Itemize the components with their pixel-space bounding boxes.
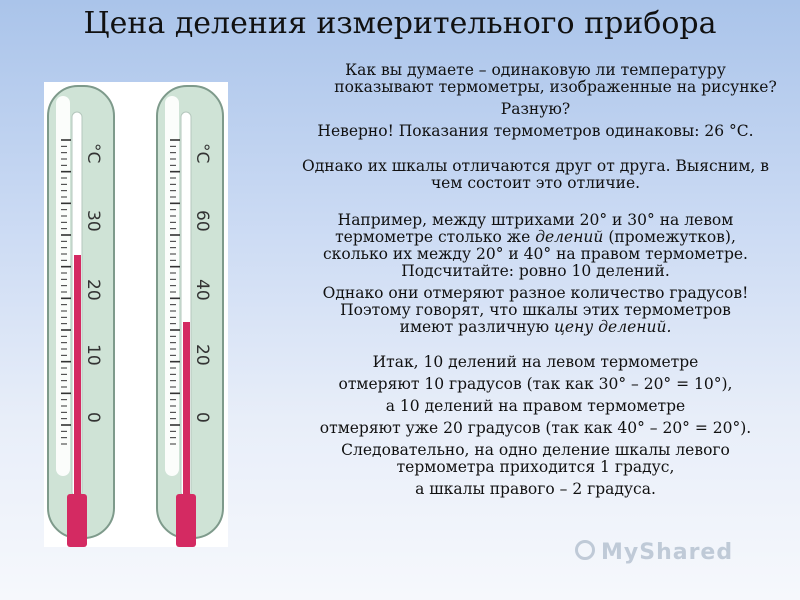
right-bulb — [176, 494, 196, 547]
watermark-text: MyShared — [601, 540, 734, 565]
text-emphasis: цену делений. — [554, 318, 672, 336]
text-line: Поэтому говорят, что шкалы этих термометров — [340, 301, 731, 319]
text-line: показывают термометры, изображенные на рисунке? — [334, 78, 777, 96]
text-line: а шкалы правого – 2 градуса. — [415, 480, 656, 498]
text-fragment: имеют различную — [399, 318, 550, 336]
text-line — [278, 229, 793, 246]
text-line: отмеряют 10 градусов (так как 30° – 20° = 10°), — [338, 375, 733, 393]
text-line: Как вы думаете – одинаковую ли температуру — [345, 61, 726, 79]
left-liquid-column — [74, 255, 81, 515]
watermark-ring-icon — [575, 540, 595, 560]
right-scale-label-40: 40 — [192, 279, 212, 301]
left-bulb — [67, 494, 87, 547]
left-scale-label-30: 30 — [83, 210, 103, 232]
text-line: Неверно! Показания термометров одинаковы: 26 °С. — [317, 122, 754, 140]
left-scale-label-10: 10 — [83, 344, 103, 366]
right-unit-label: °C — [192, 143, 212, 164]
text-line: термометра приходится 1 градус, — [396, 458, 675, 476]
left-scale-label-20: 20 — [83, 279, 103, 301]
text-line: Подсчитайте: ровно 10 делений. — [401, 262, 670, 280]
text-fragment: термометре столько же — [335, 228, 531, 246]
text-line: Например, между штрихами 20° и 30° на левом — [337, 211, 734, 229]
right-scale-label-20: 20 — [192, 344, 212, 366]
text-line: Разную? — [500, 100, 571, 118]
left-thermometer — [48, 86, 114, 547]
text-line — [278, 319, 793, 336]
thermometers-illustration — [44, 82, 228, 547]
text-fragment: (промежутков), — [608, 228, 736, 246]
text-line: сколько их между 20° и 40° на правом термометре. — [323, 245, 748, 263]
left-scale-label-0: 0 — [83, 412, 103, 423]
right-liquid-column — [183, 322, 190, 515]
text-line: а 10 делений на правом термометре — [385, 397, 686, 415]
watermark-logo — [575, 540, 733, 565]
text-emphasis: делений — [535, 228, 604, 246]
text-line: Однако их шкалы отличаются друг от друга. Выясним, в — [302, 157, 769, 175]
text-line: Итак, 10 делений на левом термометре — [372, 353, 699, 371]
slide-title: Цена деления измерительного прибора — [83, 6, 717, 41]
left-unit-label: °C — [83, 143, 103, 164]
right-scale-label-60: 60 — [192, 210, 212, 232]
right-scale-label-0: 0 — [192, 412, 212, 423]
text-line: Следовательно, на одно деление шкалы левого — [341, 441, 730, 459]
text-line: чем состоит это отличие. — [430, 174, 641, 192]
text-line: Однако они отмеряют разное количество градусов! — [322, 284, 749, 302]
text-line: отмеряют уже 20 градусов (так как 40° – 20° = 20°). — [319, 419, 752, 437]
slide-body-text — [278, 62, 793, 498]
right-thermometer — [157, 86, 223, 547]
